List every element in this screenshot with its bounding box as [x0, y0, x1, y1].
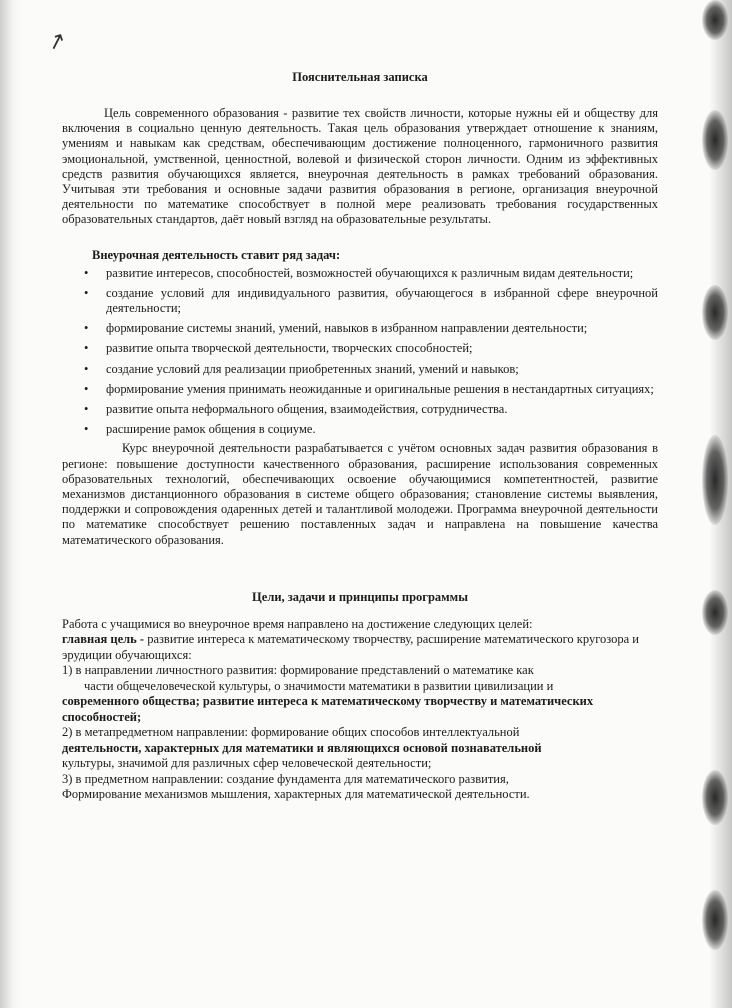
main-goal-text: развитие интереса к математическому творчеству, расширение математического кругозора и эрудиции обучающихся:: [62, 632, 639, 662]
main-goal-label: главная цель -: [62, 632, 145, 647]
goal-item-1-line-c: современного общества; развитие интереса к математическому творчеству и математических способностей;: [62, 694, 594, 724]
bullet-icon: •: [84, 265, 89, 280]
toner-blot: [702, 770, 728, 825]
goals-intro: Работа с учащимися во внеурочное время направлено на достижение следующих целей:: [62, 616, 533, 631]
bullet-icon: •: [84, 422, 89, 437]
list-item: • формирование системы знаний, умений, навыков в избранном направлении деятельности;: [84, 321, 588, 336]
section-title: Цели, задачи и принципы программы: [252, 589, 468, 604]
goal-item-2-line-b: деятельности, характерных для математики и являющихся основой познавательной: [62, 740, 542, 755]
goals-block: [62, 617, 658, 803]
bullet-icon: •: [84, 341, 89, 356]
course-paragraph: Курс внеурочной деятельности разрабатывается с учётом основных задач развития образования в регионе: повышение доступности качественного образования, расширение использования современных образовательных технологий, обеспечивающих освоение обучающимися компетентностей, развитие механизмов дистанционного образования в системе общего образования; становление системы выявления, поддержки и сопровождения одаренных детей и талантливой молодежи. Программа внеурочной деятельности по математике способствует решению поставленных задач и направлена на повышение качества математического образования.: [62, 441, 658, 547]
bullet-icon: •: [84, 285, 89, 300]
handwritten-mark: ↗: [44, 27, 70, 57]
bullet-icon: •: [84, 381, 89, 396]
intro-paragraph: Цель современного образования - развитие тех свойств личности, которые нужны ей и обществу для включения в социально ценную деятельность. Такая цель образования утверждает отношение к знаниям, умениям и навыкам как средствам, обеспечивающим достижение полноценного, гармоничного развития эмоциональной, умственной, ценностной, волевой и физической сторон личности. Одним из эффективных средств развития обучающихся является, внеурочная деятельность в рамках требований образования. Учитывая эти требования и основные задачи развития образования в регионе, организация внеурочной деятельности по математике способствует в полной мере реализовать требования государственных образовательных стандартов, даёт новый взгляд на образовательные результаты.: [62, 106, 658, 227]
toner-blot: [702, 0, 728, 40]
list-item: • создание условий для реализации приобретенных знаний, умений и навыков;: [84, 361, 519, 376]
goal-item-2-line-a: 2) в метапредметном направлении: формирование общих способов интеллектуальной: [62, 725, 520, 740]
toner-blot: [702, 590, 728, 635]
bullet-icon: •: [84, 321, 89, 336]
section-title: Пояснительная записка: [292, 70, 428, 84]
list-item: • развитие опыта творческой деятельности, творческих способностей;: [84, 341, 473, 356]
list-item: • формирование умения принимать неожиданные и оригинальные решения в нестандартных ситуациях;: [84, 381, 654, 396]
goal-item-3-line-a: 3) в предметном направлении: создание фундамента для математического развития,: [62, 771, 509, 786]
toner-blot: [702, 435, 728, 525]
goal-item-1-line-b: части общечеловеческой культуры, о значимости математики в развитии цивилизации и: [84, 678, 554, 693]
bullet-icon: •: [84, 361, 89, 376]
tasks-heading: Внеурочная деятельность ставит ряд задач:: [92, 247, 341, 262]
goal-item-2-line-c: культуры, значимой для различных сфер человеческой деятельности;: [62, 756, 432, 771]
list-item: • создание условий для индивидуального развития, обучающегося в избранной сфере внеурочной деятельности;: [84, 285, 658, 316]
main-goal: [62, 632, 658, 663]
bullet-icon: •: [84, 402, 89, 417]
list-item: • развитие интересов, способностей, возможностей обучающихся к различным видам деятельности;: [84, 265, 634, 280]
list-item: • расширение рамок общения в социуме.: [84, 422, 316, 437]
goal-item-3-line-b: Формирование механизмов мышления, характерных для математической деятельности.: [62, 787, 530, 802]
scan-shadow-left: [0, 0, 22, 1008]
tasks-list: [62, 266, 658, 438]
goal-item-1-line-a: 1) в направлении личностного развития: формирование представлений о математике как: [62, 663, 534, 678]
list-item: • развитие опыта неформального общения, взаимодействия, сотрудничества.: [84, 402, 508, 417]
document-page: [62, 62, 658, 803]
toner-blot: [702, 285, 728, 340]
toner-blot: [702, 890, 728, 950]
toner-blot: [702, 110, 728, 170]
